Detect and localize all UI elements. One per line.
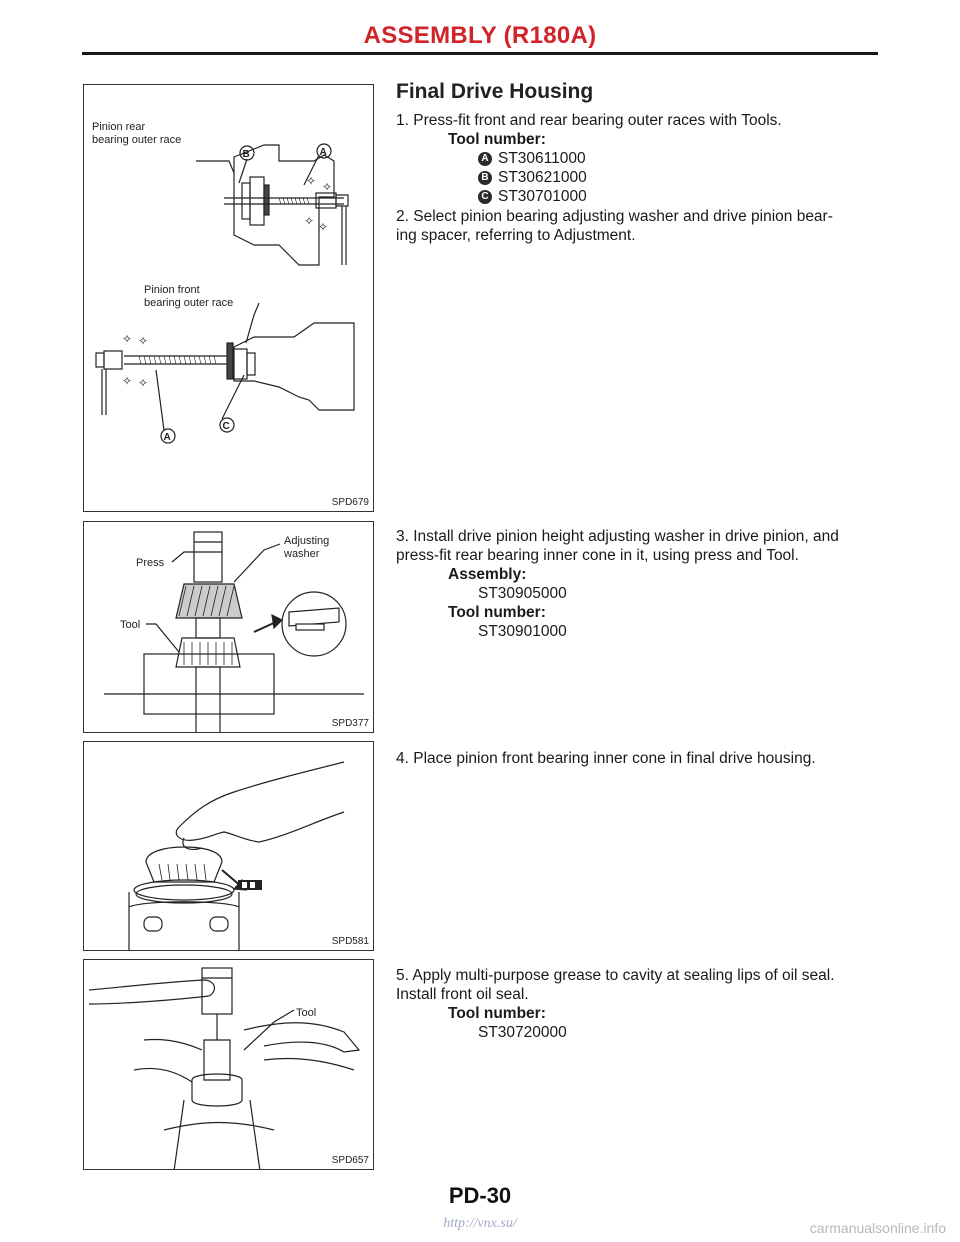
svg-text:✧: ✧ (138, 334, 149, 348)
step-text: Press-fit front and rear bearing outer races with Tools. (413, 112, 782, 129)
step-3-block (396, 527, 886, 641)
tool-code: ST30701000 (498, 188, 587, 205)
figure-code: SPD657 (331, 1155, 369, 1166)
step-1 (396, 111, 886, 130)
tool-line-a (396, 149, 886, 168)
step-number: 4. (396, 750, 409, 767)
tool-line-c (396, 187, 886, 206)
watermark: carmanualsonline.info (809, 1220, 946, 1236)
step-number: 2. (396, 208, 409, 225)
figure-pinion-press (83, 521, 374, 733)
page-header-title: ASSEMBLY (R180A) (363, 22, 597, 49)
svg-text:✧: ✧ (318, 220, 329, 234)
badge-b-icon: B (478, 171, 492, 185)
svg-text:✧: ✧ (306, 174, 317, 188)
step-text-line1: Select pinion bearing adjusting washer and drive pinion bear- (413, 208, 833, 225)
tool-number-value: ST30901000 (478, 623, 567, 640)
oil-seal-illustration (84, 960, 374, 1170)
step-text-line2: Install front oil seal. (396, 986, 529, 1003)
callout-a-bottom: A (163, 432, 171, 443)
badge-c-icon: C (478, 190, 492, 204)
assembly-label: Assembly: (448, 566, 527, 583)
badge-a-icon: A (478, 152, 492, 166)
step-number: 1. (396, 112, 409, 129)
label-rear-race-2: bearing outer race (92, 134, 182, 146)
step-3 (396, 527, 886, 546)
page-number: PD-30 (448, 1183, 512, 1208)
callout-b: B (242, 149, 250, 160)
step-text-line1: Install drive pinion height adjusting washer in drive pinion, and (413, 528, 839, 545)
svg-text:✧: ✧ (138, 376, 149, 390)
section-title: Final Drive Housing (396, 80, 594, 103)
label-tool: Tool (120, 619, 141, 631)
svg-text:✧: ✧ (122, 332, 133, 346)
figure-code: SPD679 (331, 497, 369, 508)
tool-number-label: Tool number: (448, 1005, 546, 1022)
svg-text:✧: ✧ (322, 180, 333, 194)
figure-bearing-races (83, 84, 374, 512)
bearing-races-illustration (84, 85, 374, 512)
step-text-line1: Apply multi-purpose grease to cavity at sealing lips of oil seal. (412, 967, 835, 984)
svg-text:✧: ✧ (304, 214, 315, 228)
figure-code: SPD581 (331, 936, 369, 947)
label-washer: washer (284, 548, 320, 560)
step-4-block (396, 749, 886, 768)
inner-cone-illustration (84, 742, 374, 951)
steps-1-2 (396, 111, 886, 245)
figure-code: SPD377 (331, 718, 369, 729)
step-text-line2: ing spacer, referring to Adjustment. (396, 227, 636, 244)
assembly-value: ST30905000 (478, 585, 567, 602)
callout-a-top: A (319, 147, 327, 158)
tool-code: ST30621000 (498, 169, 587, 186)
step-text: Place pinion front bearing inner cone in final drive housing. (413, 750, 816, 767)
pinion-press-illustration (84, 522, 374, 733)
tool-code: ST30611000 (498, 150, 586, 167)
step-4 (396, 749, 886, 768)
svg-text:✧: ✧ (122, 374, 133, 388)
figure-inner-cone (83, 741, 374, 951)
tool-number-value: ST30720000 (478, 1024, 567, 1041)
step-5-block (396, 966, 886, 1042)
figure-oil-seal (83, 959, 374, 1170)
callout-c: C (222, 421, 230, 432)
step-text-line2: press-fit rear bearing inner cone in it, using press and Tool. (396, 547, 799, 564)
step-number: 3. (396, 528, 409, 545)
header-rule (82, 52, 878, 55)
label-front-race-2: bearing outer race (144, 297, 234, 309)
tool-number-label: Tool number: (448, 604, 546, 621)
label-press: Press (136, 557, 165, 569)
label-tool: Tool (296, 1007, 317, 1019)
step-number: 5. (396, 967, 409, 984)
step-5 (396, 966, 886, 985)
label-front-race-1: Pinion front (144, 284, 200, 296)
label-rear-race-1: Pinion rear (92, 121, 146, 133)
tool-line-b (396, 168, 886, 187)
footer-link[interactable]: http://vnx.su/ (443, 1216, 517, 1231)
tool-number-label: Tool number: (448, 131, 546, 148)
label-adjusting: Adjusting (284, 535, 330, 547)
step-2 (396, 207, 886, 226)
